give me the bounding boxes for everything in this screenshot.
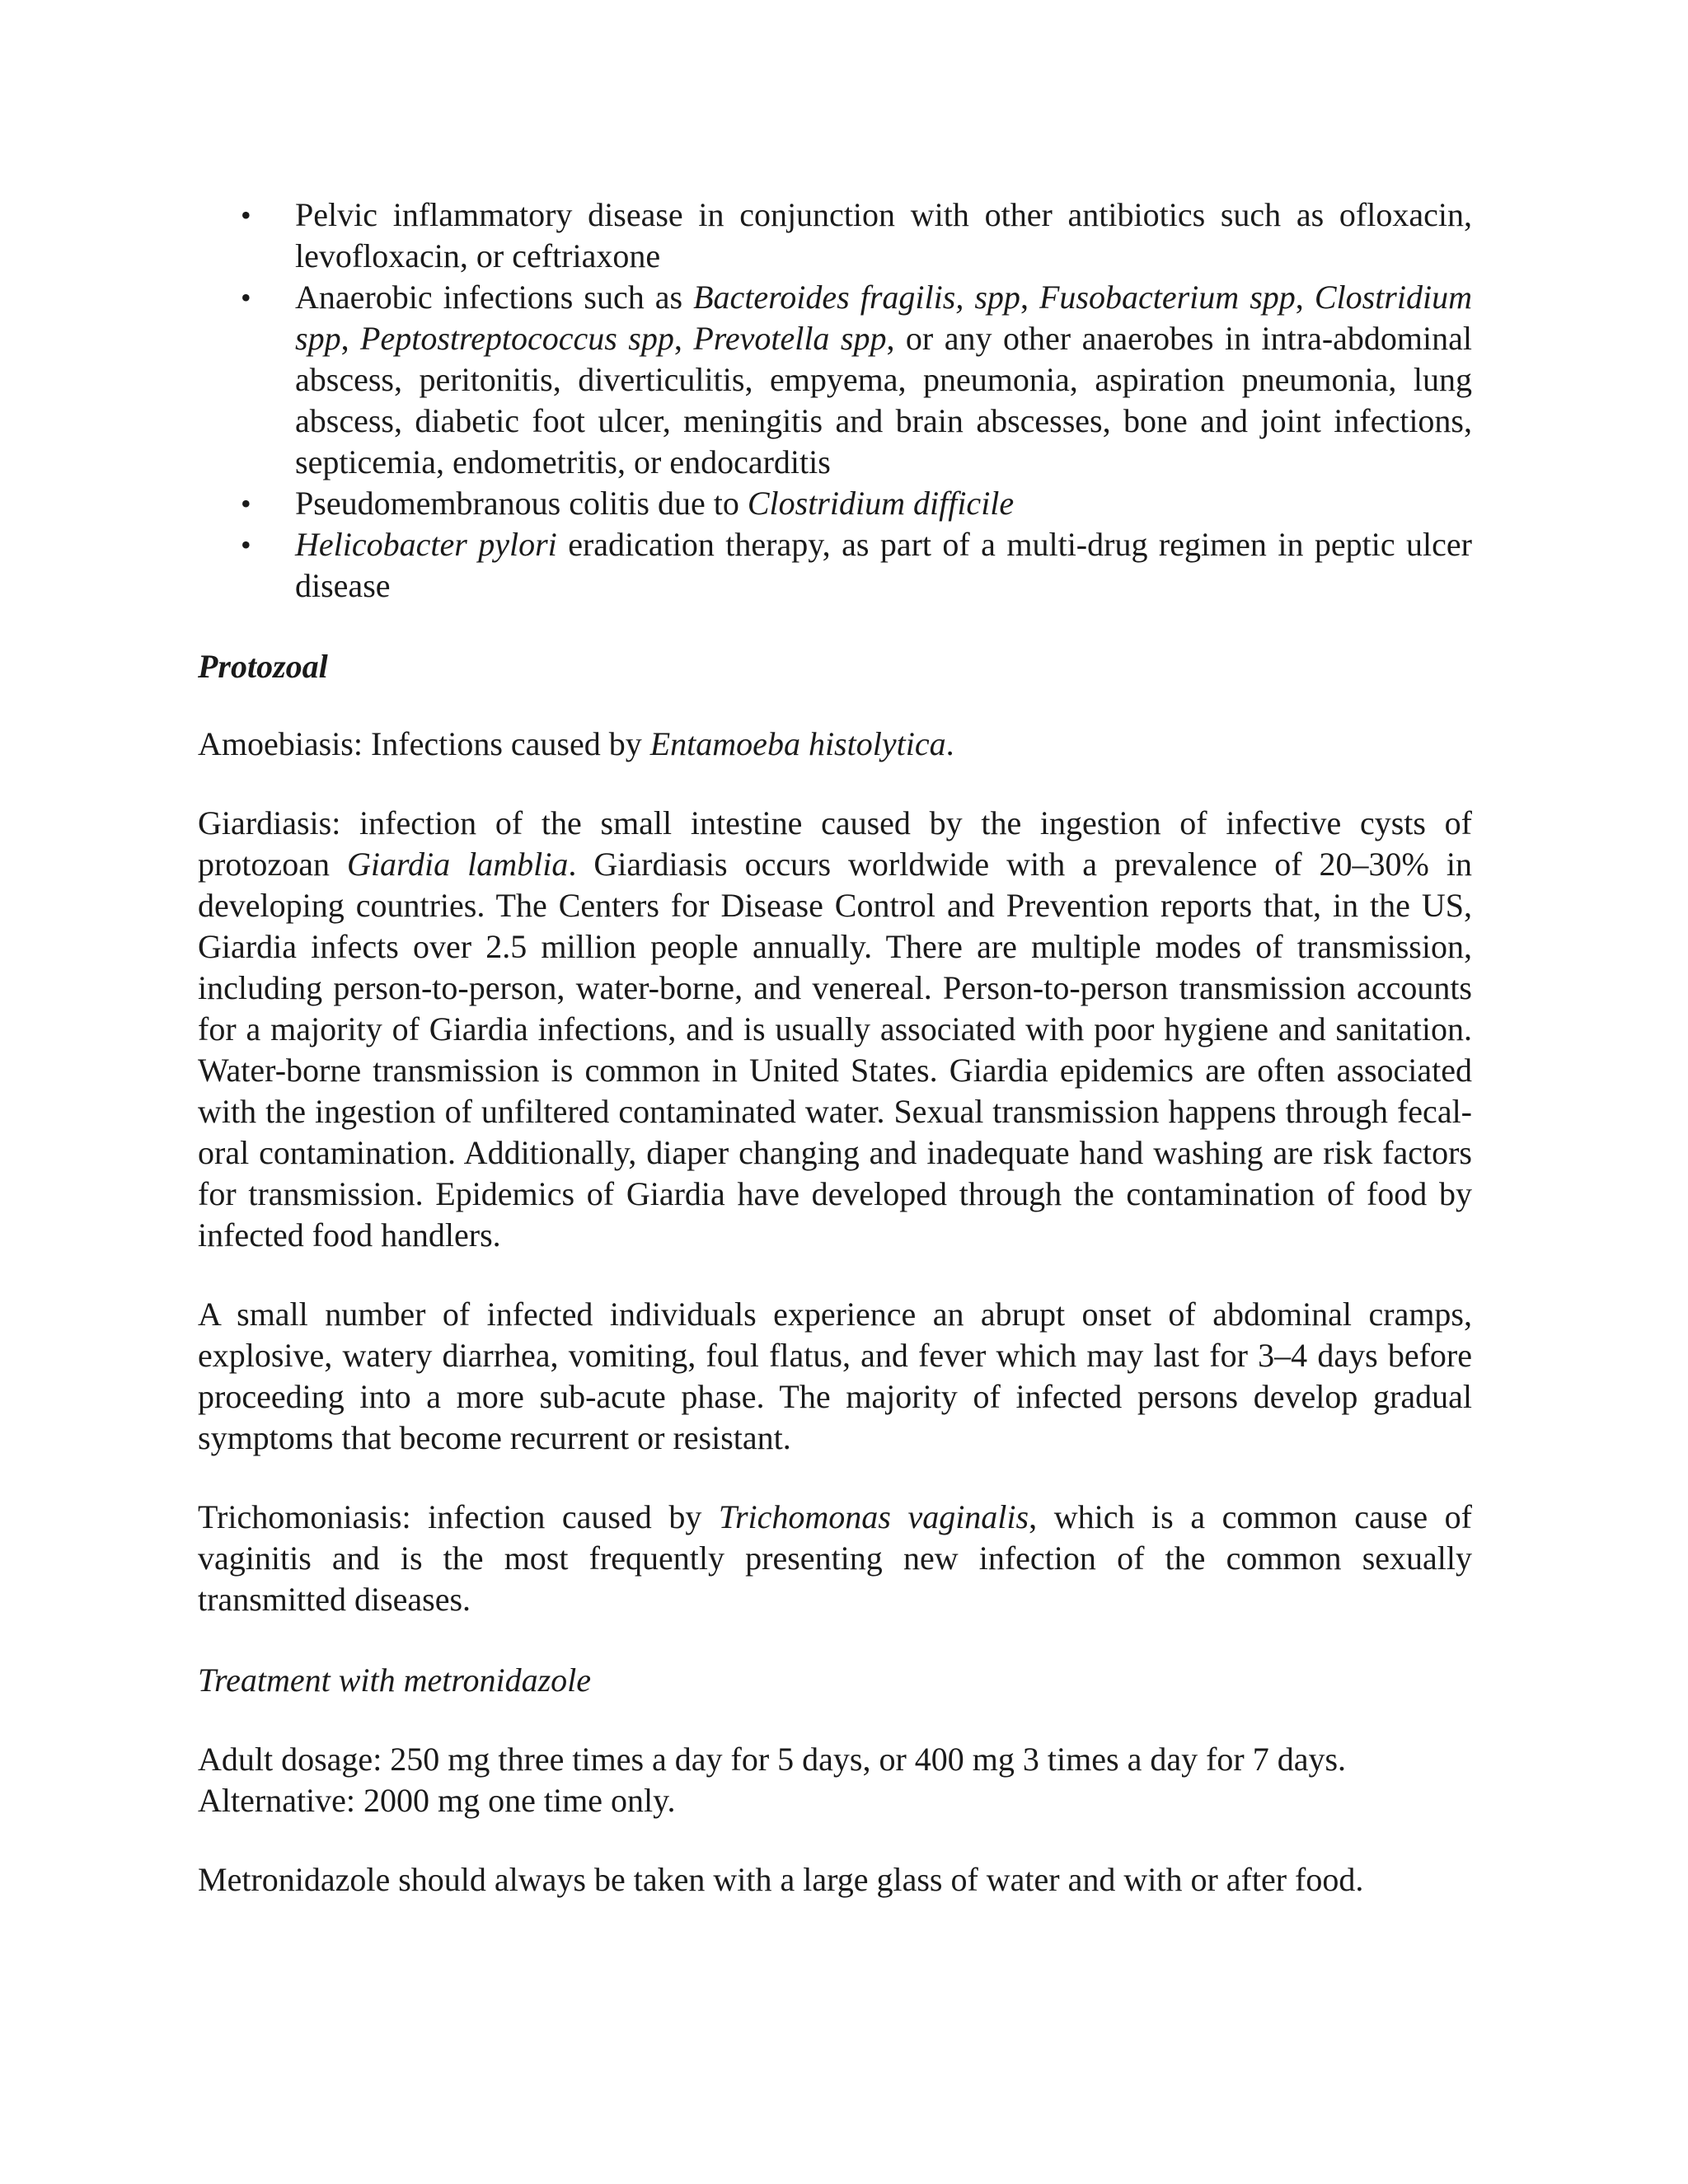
trichomoniasis-text: Trichomoniasis: infection caused by — [198, 1498, 719, 1535]
document-page — [198, 194, 1472, 1900]
list-item — [198, 194, 1472, 277]
list-item-italic-text: Prevotella spp — [693, 320, 887, 357]
bullet-icon: • — [241, 528, 251, 561]
list-item-text: , — [1295, 279, 1315, 316]
list-item-text: , — [673, 320, 694, 357]
list-item-text: eradication therapy, as part of a multi-drug regimen in peptic ulcer disease — [295, 526, 1472, 604]
trichomoniasis-organism: Trichomonas vaginalis — [718, 1498, 1029, 1535]
amoebiasis-text: Amoebiasis: Infections caused by — [198, 725, 650, 762]
trichomoniasis-rest: , which is a common cause of vaginitis and is the most frequently presenting new infection of the common sexually transmitted diseases. — [198, 1498, 1472, 1618]
list-item-text: Anaerobic infections such as — [295, 279, 694, 316]
dosage-paragraph — [198, 1739, 1472, 1821]
list-item — [198, 483, 1472, 524]
list-item-italic-text: Clostridium spp — [295, 279, 1472, 357]
section-heading-protozoal: Protozoal — [198, 648, 328, 685]
list-item — [198, 524, 1472, 607]
list-item-italic-text: Peptostreptococcus spp — [360, 320, 674, 357]
indications-list — [198, 194, 1472, 607]
dosage-line-2: Alternative: 2000 mg one time only. — [198, 1782, 676, 1819]
giardiasis-rest: . Giardiasis occurs worldwide with a prevalence of 20–30% in developing countries. The Centers for Disease Control and Prevention reports that, in the US, Giardia infects over 2.5 million people annually. There are multiple modes of transmission, including person-to-person, water-borne, and venereal. Person-to-person transmission accounts for a majority of Giardia infections, and is usually associated with poor hygiene and sanitation. Water-borne transmission is common in United States. Giardia epidemics are often associated with the ingestion of unfiltered contaminated water. Sexual transmission happens through fecal-oral contamination. Additionally, diaper changing and inadequate hand washing are risk factors for transmission. Epidemics of Giardia have developed through the contamination of food by infected food handlers. — [198, 846, 1473, 1254]
list-item — [198, 277, 1472, 483]
list-item-text: , — [340, 320, 361, 357]
list-item-italic-text: Fusobacterium spp — [1039, 279, 1296, 316]
bullet-icon: • — [241, 281, 251, 314]
symptoms-paragraph: A small number of infected individuals experience an abrupt onset of abdominal cramps, explosive, watery diarrhea, vomiting, foul flatus, and fever which may last for 3–4 days before proceeding into a more sub-acute phase. The majority of infected persons develop gradual symptoms that become recurrent or resistant. — [198, 1296, 1472, 1456]
bullet-icon: • — [241, 199, 251, 232]
list-item-text: , or any other anaerobes in intra-abdominal abscess, peritonitis, diverticulitis, empyema, pneumonia, aspiration pneumonia, lung abscess, diabetic foot ulcer, meningitis and brain abscesses, bone and joint infections, septicemia, endometritis, or endocarditis — [295, 320, 1473, 480]
final-paragraph: Metronidazole should always be taken with a large glass of water and with or after food. — [198, 1861, 1364, 1898]
list-item-text: Pseudomembranous colitis due to — [295, 485, 748, 522]
giardiasis-paragraph — [198, 803, 1472, 1256]
list-item-italic-text: Helicobacter pylori — [295, 526, 557, 563]
giardiasis-text: Giardiasis: infection of the small intestine caused by the ingestion of infective cysts of protozoan — [198, 804, 1472, 883]
amoebiasis-paragraph — [198, 724, 1472, 765]
list-item-italic-text: Clostridium difficile — [747, 485, 1015, 522]
giardiasis-organism: Giardia lamblia — [346, 846, 569, 883]
bullet-icon: • — [241, 487, 251, 520]
amoebiasis-organism: Entamoeba histolytica — [649, 725, 946, 762]
list-item-text: , — [1020, 279, 1039, 316]
amoebiasis-end: . — [945, 725, 954, 762]
dosage-line-1: Adult dosage: 250 mg three times a day for 5 days, or 400 mg 3 times a day for 7 days. — [198, 1741, 1347, 1778]
subheading-treatment: Treatment with metronidazole — [198, 1661, 592, 1699]
list-item-text: Pelvic inflammatory disease in conjunction with other antibiotics such as ofloxacin, levofloxacin, or ceftriaxone — [295, 196, 1472, 274]
trichomoniasis-paragraph — [198, 1497, 1472, 1620]
list-item-italic-text: Bacteroides fragilis, spp — [693, 279, 1020, 316]
